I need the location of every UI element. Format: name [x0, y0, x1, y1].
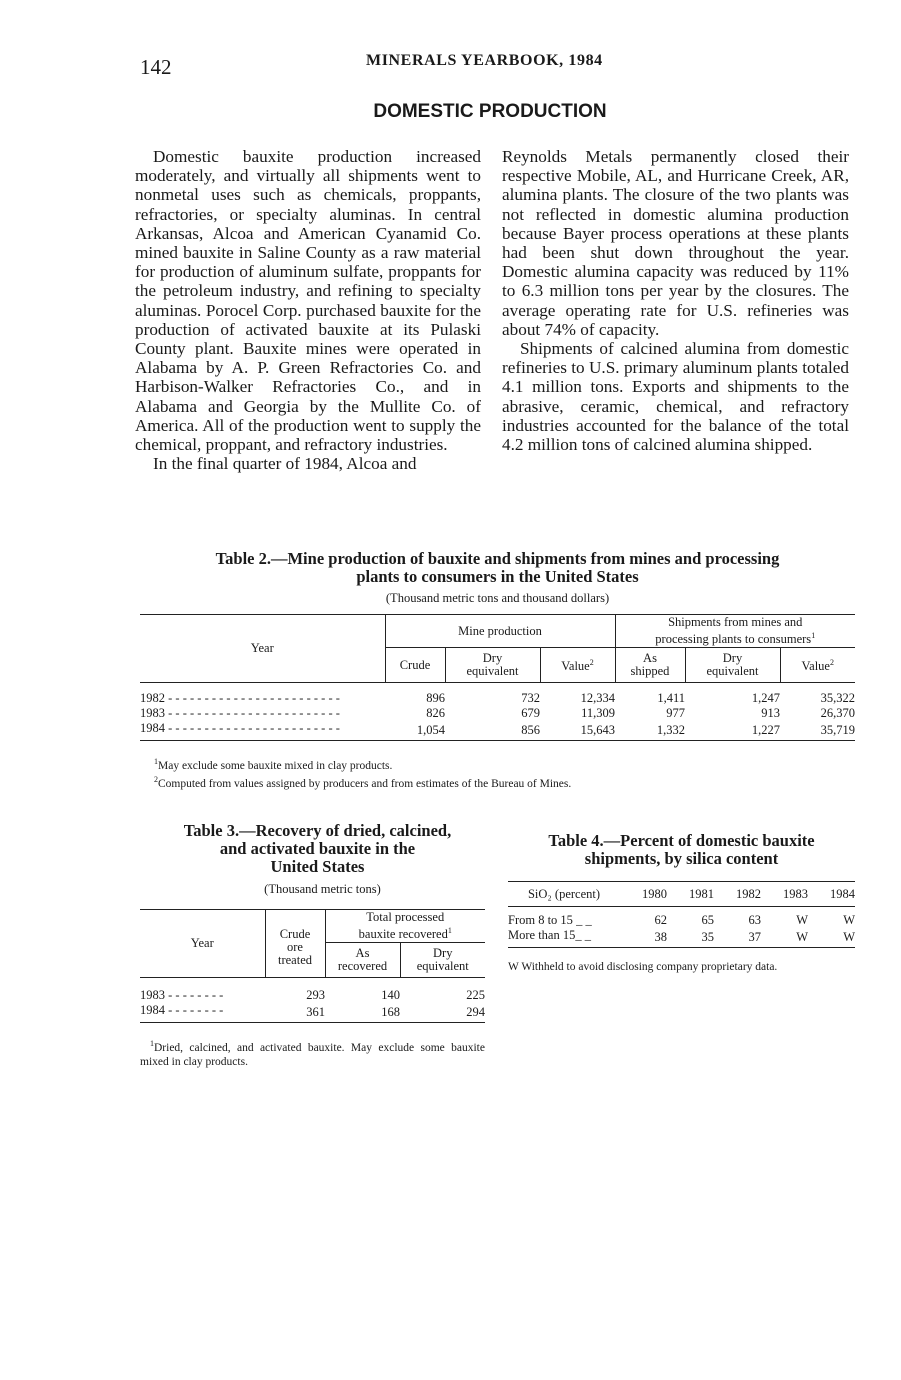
- footnote: $^1$May exclude some bauxite mixed in clay products.: [154, 757, 393, 772]
- table-row: [140, 691, 855, 706]
- cell-value: 63: [748, 913, 761, 927]
- cell-crude: 896: [426, 691, 445, 705]
- cell-ship-dry: 1,247: [751, 691, 780, 705]
- table-2-grid: [140, 614, 855, 741]
- cell-as-recovered: 168: [381, 1005, 400, 1019]
- col-header-ship-value: Value$^2$: [780, 648, 855, 683]
- row-label: More than 15_ _: [508, 928, 591, 942]
- table-row: [140, 988, 485, 1003]
- col-header-sio2: SiO₂ (percent): [527, 886, 601, 901]
- col-header-year: Year: [140, 910, 265, 978]
- table-3: [140, 822, 485, 1069]
- cell-dry: 294: [466, 1005, 485, 1019]
- cell-dry: 225: [466, 988, 485, 1002]
- table-2-caption: Table 2.—Mine production of bauxite and shipments from mines and processing plants to consumers in the United States: [215, 549, 780, 586]
- row-year: 1984 - - - - - - - -: [140, 1003, 224, 1017]
- col-header-as-shipped: As shipped: [615, 648, 685, 683]
- table-row: [508, 913, 855, 928]
- cell-value: 62: [654, 913, 667, 927]
- col-header-1982: 1982: [736, 886, 761, 901]
- body-paragraph: In the final quarter of 1984, Alcoa and: [153, 454, 417, 474]
- cell-as-shipped: 1,411: [657, 691, 685, 705]
- col-header-ship-dry-equivalent: Dry equivalent: [685, 648, 780, 683]
- table-4-grid: [508, 881, 855, 948]
- body-paragraph: Domestic bauxite production increased moderately, and virtually all shipments went to nonmetal uses such as chemicals, proppants, refractories, or specialty aluminas. In central Arkansas, Alcoa and American Cyanamid Co. mined bauxite in Saline County as a raw material for production of aluminum sulfate, proppants for the petroleum industry, and refining to specialty aluminas. Porocel Corp. purchased bauxite for the production of activated bauxite at its Pulaski County plant. Bauxite mines were operated in Alabama by A. P. Green Refractories Co. and Harbison-Walker Refractories Co., and in Alabama and Georgia by the Mullite Co. of America. All of the production went to supply the chemical, proppant, and refractory industries.: [135, 147, 481, 455]
- table-3-units: (Thousand metric tons): [264, 882, 381, 896]
- cell-value: W: [843, 930, 855, 944]
- table-4-caption: Table 4.—Percent of domestic bauxite shipments, by silica content: [548, 831, 815, 868]
- table-row: [140, 1003, 485, 1023]
- col-header-crude-ore: Crude ore treated: [265, 910, 325, 978]
- page-number: 142: [140, 55, 172, 79]
- cell-crude: 826: [426, 706, 445, 720]
- cell-crude: 361: [306, 1005, 325, 1019]
- cell-ship-value: 26,370: [820, 706, 855, 720]
- row-year: 1983 - - - - - - - -: [140, 988, 224, 1002]
- col-header-1980: 1980: [642, 886, 667, 901]
- col-header-as-recovered: As recovered: [325, 943, 400, 978]
- cell-dry: 856: [521, 723, 540, 737]
- footnote: $^2$Computed from values assigned by producers and from estimates of the Bureau of Mines.: [154, 774, 572, 790]
- table-row: [140, 706, 855, 721]
- body-right-column: [502, 147, 849, 454]
- col-header-dry-equivalent: Dry equivalent: [445, 648, 540, 683]
- col-header-1983: 1983: [783, 886, 808, 901]
- col-header-1981: 1981: [689, 886, 714, 901]
- section-title: DOMESTIC PRODUCTION: [373, 101, 607, 122]
- running-head: MINERALS YEARBOOK, 1984: [366, 52, 603, 69]
- cell-dry: 732: [521, 691, 540, 705]
- cell-value: 37: [748, 930, 761, 944]
- cell-value: 65: [701, 913, 714, 927]
- table-2: [140, 550, 855, 791]
- cell-value: 15,643: [580, 723, 615, 737]
- col-header-year: Year: [140, 615, 385, 683]
- table-3-footnote: $^1$Dried, calcined, and activated bauxite. May exclude some bauxite mixed in clay products.: [140, 1039, 485, 1068]
- cell-value: W: [796, 913, 808, 927]
- col-header-1984: 1984: [830, 886, 855, 901]
- table-2-units: (Thousand metric tons and thousand dollars): [385, 591, 610, 605]
- cell-ship-value: 35,719: [820, 723, 855, 737]
- row-year: 1983 - - - - - - - - - - - - - - - - - - - - - - - -: [140, 706, 340, 720]
- cell-value: 38: [654, 930, 667, 944]
- cell-ship-dry: 913: [761, 706, 780, 720]
- table-2-footnotes: [140, 755, 855, 791]
- col-header-dry-equivalent: Dry equivalent: [400, 943, 485, 978]
- cell-ship-value: 35,322: [820, 691, 855, 705]
- body-left-column: [135, 147, 481, 473]
- cell-as-shipped: 977: [666, 706, 685, 720]
- cell-value: W: [843, 913, 855, 927]
- cell-crude: 293: [306, 988, 325, 1002]
- col-group-total-processed: Total processed bauxite recovered$^1$: [325, 910, 485, 943]
- cell-as-shipped: 1,332: [656, 723, 685, 737]
- table-3-caption: Table 3.—Recovery of dried, calcined, and activated bauxite in the United States: [183, 821, 452, 876]
- cell-value: 12,334: [580, 691, 615, 705]
- col-group-shipments: Shipments from mines and processing plants to consumers$^1$: [615, 615, 855, 648]
- col-header-crude: Crude: [385, 648, 445, 683]
- row-year: 1984 - - - - - - - - - - - - - - - - - - - - - - - -: [140, 721, 340, 735]
- cell-crude: 1,054: [416, 723, 445, 737]
- cell-ship-dry: 1,227: [751, 723, 780, 737]
- row-label: From 8 to 15 _ _: [508, 913, 592, 927]
- table-4-note: W Withheld to avoid disclosing company proprietary data.: [508, 961, 778, 973]
- cell-dry: 679: [521, 706, 540, 720]
- col-header-value: Value$^2$: [540, 648, 615, 683]
- cell-value: W: [796, 930, 808, 944]
- table-3-grid: [140, 909, 485, 1023]
- col-group-mine-production: Mine production: [385, 615, 615, 648]
- row-year: 1982 - - - - - - - - - - - - - - - - - - - - - - - -: [140, 691, 340, 705]
- cell-as-recovered: 140: [381, 988, 400, 1002]
- table-row: [140, 721, 855, 741]
- table-4: [508, 832, 855, 974]
- table-row: [508, 928, 855, 948]
- body-paragraph: Shipments of calcined alumina from domestic refineries to U.S. primary aluminum plants totaled 4.1 million tons. Exports and shipments to the abrasive, ceramic, chemical, and refractory industries accounted for the balance of the total 4.2 million tons of calcined alumina shipped.: [502, 339, 849, 455]
- cell-value: 35: [701, 930, 714, 944]
- body-paragraph: Reynolds Metals permanently closed their respective Mobile, AL, and Hurricane Creek, AR, alumina plants. The closure of the two plants was not reflected in domestic alumina production because Bayer process operations at these plants had been shut down throughout the year. Domestic alumina capacity was reduced by 11% to 6.3 million tons per year by the closures. The average operating rate for U.S. refineries was about 74% of capacity.: [502, 147, 849, 339]
- cell-value: 11,309: [581, 706, 615, 720]
